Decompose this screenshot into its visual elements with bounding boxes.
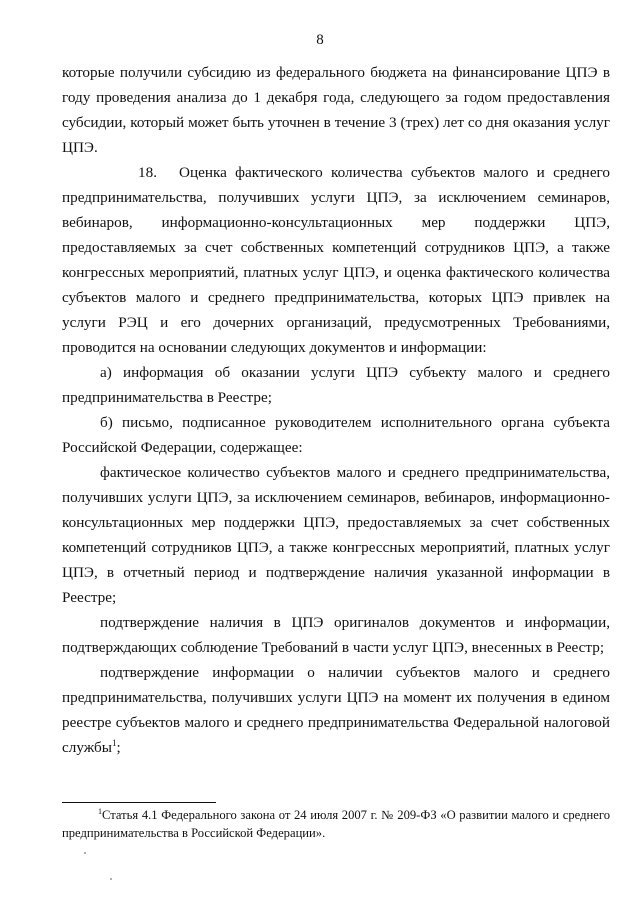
footnote-divider [62, 802, 216, 803]
letter-content-3-end: ; [116, 739, 121, 756]
paragraph-18 [62, 160, 610, 360]
paragraph-18-text: Оценка фактического количества субъектов малого и среднего предпринимательства, получивших услуги ЦПЭ, за исключением семинаров, вебинаров, информационно-консультационных мер поддержки ЦПЭ, предоставляемых за счет собственных компетенций сотрудников ЦПЭ, а также конгрессных мероприятий, платных услуг ЦПЭ, и оценка фактического количества субъектов малого и среднего предпринимательства, которых ЦПЭ привлек на услуги РЭЦ и его дочерних организаций, предусмотренных Требованиями, проводится на основании следующих документов и информации: [62, 164, 610, 356]
letter-content-2: подтверждение наличия в ЦПЭ оригиналов документов и информации, подтверждающих соблюдение Требований в части услуг ЦПЭ, внесенных в Реестр; [62, 614, 610, 656]
body-text [62, 60, 610, 760]
item-a: а) информация об оказании услуги ЦПЭ субъекту малого и среднего предпринимательства в Реестре; [62, 364, 610, 406]
paragraph-continuation: которые получили субсидию из федерального бюджета на финансирование ЦПЭ в году проведения анализа до 1 декабря года, следующего за годом предоставления субсидии, который может быть уточнен в течение 3 (трех) лет со дня оказания услуг ЦПЭ. [62, 64, 610, 156]
footnote-marker: 1 [98, 806, 102, 816]
letter-content-1: фактическое количество субъектов малого и среднего предпринимательства, получивших услуги ЦПЭ, за исключением семинаров, вебинаров, информационно-консультационных мер поддержки ЦПЭ, предоставляемых за счет собственных компетенций сотрудников ЦПЭ, а также конгрессных мероприятий, платных услуг ЦПЭ, в отчетный период и подтверждение наличия указанной информации в Реестре; [62, 464, 610, 606]
scan-speck [110, 878, 112, 880]
letter-content-3-text: подтверждение информации о наличии субъектов малого и среднего предпринимательства, получивших услуги ЦПЭ на момент их получения в едином реестре субъектов малого и среднего предпринимательства Федеральной налоговой службы [62, 664, 610, 756]
footnote [62, 806, 610, 842]
item-b: б) письмо, подписанное руководителем исполнительного органа субъекта Российской Федерации, содержащее: [62, 414, 610, 456]
paragraph-number: 18. [138, 164, 157, 181]
footnote-text: Статья 4.1 Федерального закона от 24 июля 2007 г. № 209-ФЗ «О развитии малого и среднего предпринимательства в Российской Федерации». [62, 808, 610, 840]
footnote-reference[interactable]: 1 [111, 737, 117, 748]
page-number: 8 [316, 32, 324, 48]
letter-content-3 [62, 660, 610, 760]
scan-speck [84, 852, 86, 854]
